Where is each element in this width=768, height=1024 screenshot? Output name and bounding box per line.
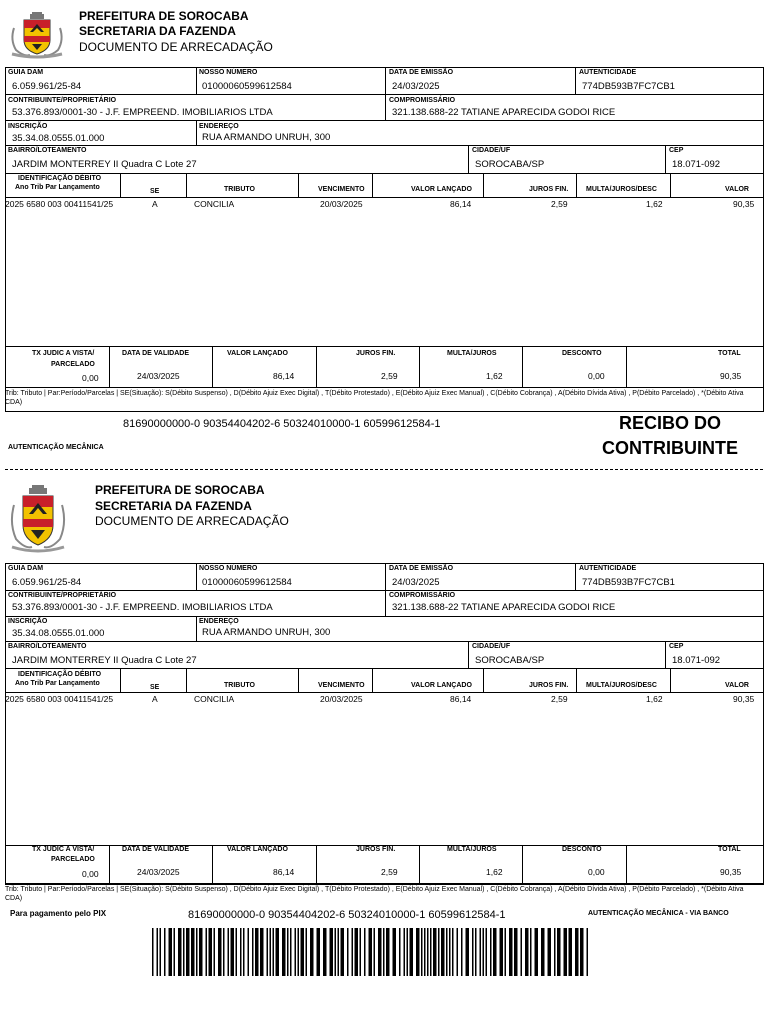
- th-valor-lancado: VALOR LANÇADO: [411, 186, 472, 193]
- tot-h-multa: MULTA/JUROS: [447, 846, 497, 853]
- label-contribuinte: CONTRIBUINTE/PROPRIETÁRIO: [8, 97, 117, 104]
- td-valor-lancado: 86,14: [450, 694, 472, 704]
- tot-h-multa: MULTA/JUROS: [447, 350, 497, 357]
- label-cep: CEP: [669, 147, 684, 154]
- tot-h-valor-lancado: VALOR LANÇADO: [227, 350, 288, 357]
- tot-multa: 1,62: [486, 371, 503, 381]
- td-tributo: CONCILIA: [194, 694, 235, 704]
- tot-h-juros: JUROS FIN.: [356, 846, 396, 853]
- value-cidade: SOROCABA/SP: [475, 159, 545, 170]
- tot-h-tx-2: PARCELADO: [51, 856, 95, 863]
- td-ident: 2025 6580 003 00411541/25: [5, 199, 114, 209]
- receipt-banco: [0, 477, 768, 1024]
- label-autenticidade: AUTENTICIDADE: [579, 565, 637, 572]
- th-vencimento: VENCIMENTO: [318, 186, 365, 193]
- label-cep: CEP: [669, 643, 684, 650]
- receipt-contribuinte: [0, 0, 768, 465]
- label-data-emissao: DATA DE EMISSÃO: [389, 69, 454, 76]
- tot-total: 90,35: [720, 867, 742, 877]
- label-nosso-numero: NOSSO NÚMERO: [199, 565, 258, 572]
- tot-h-desconto: DESCONTO: [562, 350, 602, 357]
- value-cep: 18.071-092: [672, 159, 721, 170]
- tot-h-tx-1: TX JUDIC A VISTA/: [32, 846, 95, 853]
- th-se: SE: [150, 684, 160, 691]
- th-ident-1: IDENTIFICAÇÃO DÉBITO: [18, 175, 102, 182]
- tot-h-validade: DATA DE VALIDADE: [122, 846, 190, 853]
- tot-valor-lancado: 86,14: [273, 371, 295, 381]
- tot-h-juros: JUROS FIN.: [356, 350, 396, 357]
- header-dept: SECRETARIA DA FAZENDA: [79, 24, 236, 38]
- label-endereco: ENDEREÇO: [199, 618, 239, 625]
- tot-juros: 2,59: [381, 867, 398, 877]
- td-vencimento: 20/03/2025: [320, 694, 363, 704]
- value-cidade: SOROCABA/SP: [475, 655, 545, 666]
- value-guia-dam: 6.059.961/25-84: [12, 577, 82, 588]
- label-autenticidade: AUTENTICIDADE: [579, 69, 637, 76]
- tot-h-desconto: DESCONTO: [562, 846, 602, 853]
- th-tributo: TRIBUTO: [224, 682, 255, 689]
- value-autenticidade: 774DB593B7FC7CB1: [582, 81, 675, 92]
- label-cidade: CIDADE/UF: [472, 147, 511, 154]
- header-city: PREFEITURA DE SOROCABA: [79, 9, 249, 23]
- tot-juros: 2,59: [381, 371, 398, 381]
- th-multa: MULTA/JUROS/DESC: [586, 186, 657, 193]
- autenticacao-banco: AUTENTICAÇÃO MECÂNICA - VIA BANCO: [588, 910, 729, 917]
- td-juros: 2,59: [551, 694, 568, 704]
- th-ident-1: IDENTIFICAÇÃO DÉBITO: [18, 671, 102, 678]
- legend-text: Trib: Tributo | Par:Período/Parcelas | SE(Situação): S(Débito Suspenso) , D(Débito Ajuiz Exec Digital) , T(Débito Protestado) , E(Débito Ajuiz Exec Manual) , C(Débito Cobrança) , A(Débito Dívida Ativa) , P(Débito Parcelado) , *(Débito Ativa CDA): [5, 886, 744, 902]
- value-contribuinte: 53.376.893/0001-30 - J.F. EMPREEND. IMOBILIARIOS LTDA: [12, 107, 273, 118]
- tot-h-total: TOTAL: [718, 846, 741, 853]
- header-dept: SECRETARIA DA FAZENDA: [95, 499, 252, 513]
- tot-tx: 0,00: [82, 869, 99, 879]
- tot-h-valor-lancado: VALOR LANÇADO: [227, 846, 288, 853]
- header-doc: DOCUMENTO DE ARRECADAÇÃO: [79, 40, 273, 54]
- tot-validade: 24/03/2025: [137, 371, 180, 381]
- value-compromissario: 321.138.688-22 TATIANE APARECIDA GODOI RICE: [392, 107, 616, 118]
- tot-desconto: 0,00: [588, 867, 605, 877]
- th-valor: VALOR: [725, 682, 749, 689]
- label-nosso-numero: NOSSO NÚMERO: [199, 69, 258, 76]
- td-valor: 90,35: [733, 199, 755, 209]
- th-vencimento: VENCIMENTO: [318, 682, 365, 689]
- legend-text: Trib: Tributo | Par:Período/Parcelas | SE(Situação): S(Débito Suspenso) , D(Débito Ajuiz Exec Digital) , T(Débito Protestado) , E(Débito Ajuiz Exec Manual) , C(Débito Cobrança) , A(Débito Dívida Ativa) , P(Débito Parcelado) , *(Débito Ativa CDA): [5, 390, 744, 406]
- label-bairro: BAIRRO/LOTEAMENTO: [8, 643, 87, 650]
- value-nosso-numero: 01000060599612584: [202, 81, 292, 92]
- label-contribuinte: CONTRIBUINTE/PROPRIETÁRIO: [8, 592, 117, 599]
- td-ident: 2025 6580 003 00411541/25: [5, 694, 114, 704]
- label-guia-dam: GUIA DAM: [8, 565, 44, 572]
- recibo-title-1: RECIBO DO: [618, 413, 721, 433]
- header-city: PREFEITURA DE SOROCABA: [95, 483, 265, 497]
- th-valor: VALOR: [725, 186, 749, 193]
- td-se: A: [152, 199, 158, 209]
- value-bairro: JARDIM MONTERREY II Quadra C Lote 27: [12, 159, 197, 170]
- td-se: A: [152, 694, 158, 704]
- tot-total: 90,35: [720, 371, 742, 381]
- barcode-icon: [152, 928, 592, 976]
- label-inscricao: INSCRIÇÃO: [8, 618, 48, 625]
- th-juros: JUROS FIN.: [529, 186, 569, 193]
- tot-h-tx-2: PARCELADO: [51, 361, 95, 368]
- value-endereco: RUA ARMANDO UNRUH, 300: [202, 627, 331, 638]
- label-bairro: BAIRRO/LOTEAMENTO: [8, 147, 87, 154]
- pix-label: Para pagamento pelo PIX: [10, 909, 107, 918]
- tot-tx: 0,00: [82, 373, 99, 383]
- sorocaba-crest-icon: [8, 483, 68, 555]
- value-contribuinte: 53.376.893/0001-30 - J.F. EMPREEND. IMOBILIARIOS LTDA: [12, 602, 273, 613]
- td-valor: 90,35: [733, 694, 755, 704]
- label-guia-dam: GUIA DAM: [8, 69, 44, 76]
- value-nosso-numero: 01000060599612584: [202, 577, 292, 588]
- value-data-emissao: 24/03/2025: [392, 81, 440, 92]
- label-data-emissao: DATA DE EMISSÃO: [389, 565, 454, 572]
- td-tributo: CONCILIA: [194, 199, 235, 209]
- value-cep: 18.071-092: [672, 655, 721, 666]
- tot-desconto: 0,00: [588, 371, 605, 381]
- td-vencimento: 20/03/2025: [320, 199, 363, 209]
- autenticacao-mecanica: AUTENTICAÇÃO MECÂNICA: [8, 444, 104, 451]
- label-inscricao: INSCRIÇÃO: [8, 123, 48, 130]
- tot-h-total: TOTAL: [718, 350, 741, 357]
- value-compromissario: 321.138.688-22 TATIANE APARECIDA GODOI RICE: [392, 602, 616, 613]
- header-doc: DOCUMENTO DE ARRECADAÇÃO: [95, 514, 289, 528]
- barcode-digit-line: 81690000000-0 90354404202-6 50324010000-1 60599612584-1: [188, 909, 506, 921]
- label-endereco: ENDEREÇO: [199, 123, 239, 130]
- value-autenticidade: 774DB593B7FC7CB1: [582, 577, 675, 588]
- value-endereco: RUA ARMANDO UNRUH, 300: [202, 132, 331, 143]
- label-cidade: CIDADE/UF: [472, 643, 511, 650]
- value-data-emissao: 24/03/2025: [392, 577, 440, 588]
- label-compromissario: COMPROMISSÁRIO: [389, 97, 456, 104]
- th-se: SE: [150, 188, 160, 195]
- td-valor-lancado: 86,14: [450, 199, 472, 209]
- th-juros: JUROS FIN.: [529, 682, 569, 689]
- tot-validade: 24/03/2025: [137, 867, 180, 877]
- tot-h-tx-1: TX JUDIC A VISTA/: [32, 350, 95, 357]
- td-multa: 1,62: [646, 199, 663, 209]
- value-guia-dam: 6.059.961/25-84: [12, 81, 82, 92]
- tot-valor-lancado: 86,14: [273, 867, 295, 877]
- tot-multa: 1,62: [486, 867, 503, 877]
- value-inscricao: 35.34.08.0555.01.000: [12, 133, 105, 144]
- barcode-digit-line: 81690000000-0 90354404202-6 50324010000-1 60599612584-1: [123, 418, 441, 430]
- th-tributo: TRIBUTO: [224, 186, 255, 193]
- value-bairro: JARDIM MONTERREY II Quadra C Lote 27: [12, 655, 197, 666]
- sorocaba-crest-icon: [8, 10, 66, 60]
- tot-h-validade: DATA DE VALIDADE: [122, 350, 190, 357]
- td-juros: 2,59: [551, 199, 568, 209]
- recibo-title-2: CONTRIBUINTE: [602, 438, 738, 458]
- th-ident-2: Ano Trib Par Lançamento: [15, 184, 100, 191]
- th-valor-lancado: VALOR LANÇADO: [411, 682, 472, 689]
- label-compromissario: COMPROMISSÁRIO: [389, 592, 456, 599]
- td-multa: 1,62: [646, 694, 663, 704]
- value-inscricao: 35.34.08.0555.01.000: [12, 628, 105, 639]
- cut-line: [5, 469, 763, 470]
- th-multa: MULTA/JUROS/DESC: [586, 682, 657, 689]
- th-ident-2: Ano Trib Par Lançamento: [15, 680, 100, 687]
